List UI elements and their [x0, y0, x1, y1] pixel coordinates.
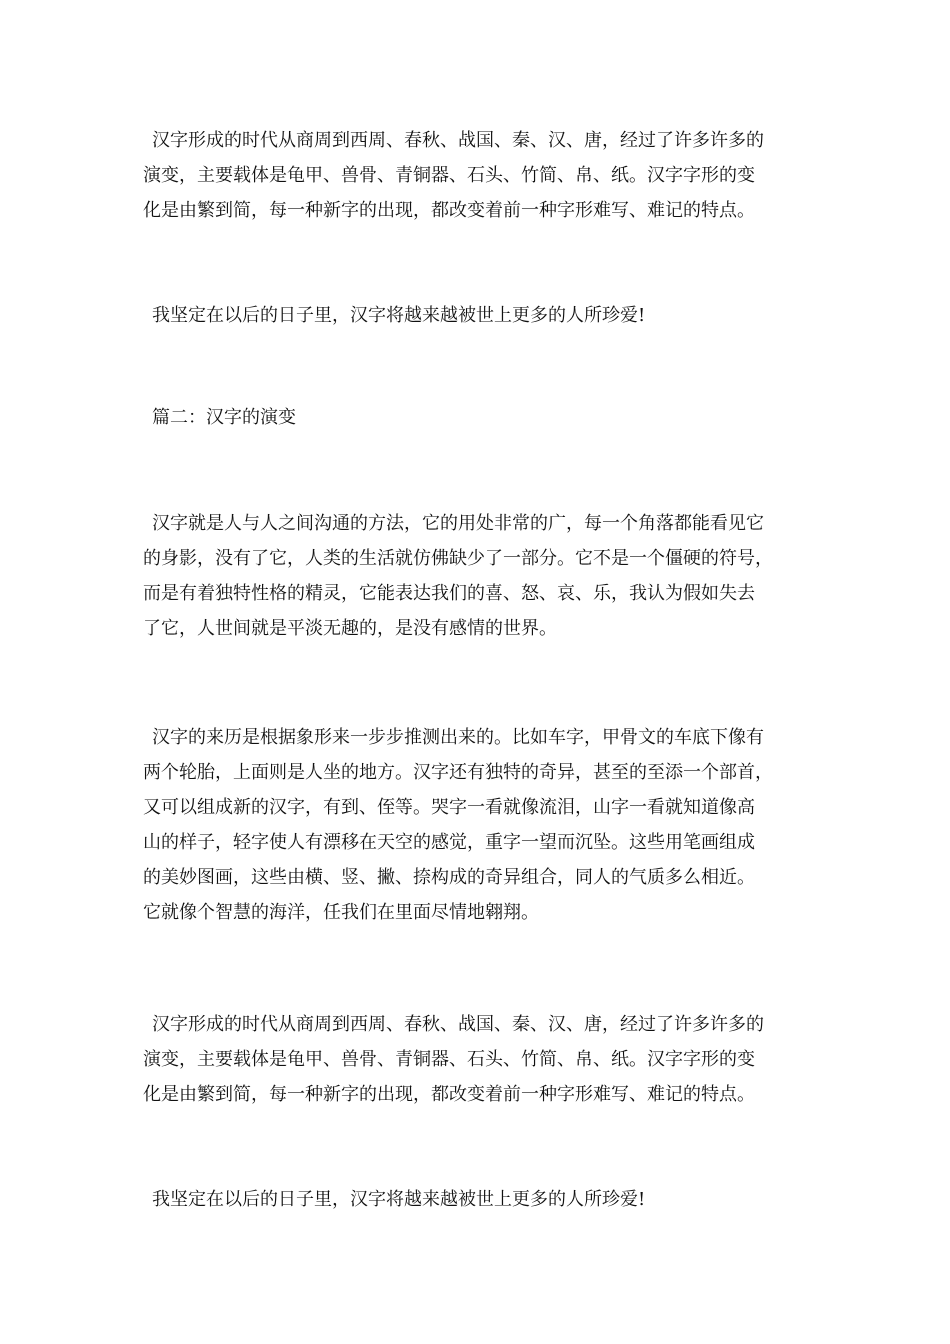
paragraph-hanzi-evolution-2: [143, 1007, 808, 1112]
text-line: 我坚定在以后的日子里，汉字将越来越被世上更多的人所珍爱!: [152, 305, 646, 326]
heading-text: 篇二：汉字的演变: [152, 407, 296, 428]
section-heading: [143, 400, 808, 435]
paragraph-hanzi-evolution-1: [143, 123, 808, 228]
text-line: 又可以组成新的汉字，有到、侄等。哭字一看就像流泪，山字一看就知道像高: [143, 797, 755, 818]
paragraph-conclusion-1: [143, 298, 808, 333]
text-line: 两个轮胎，上面则是人坐的地方。汉字还有独特的奇异，甚至的至添一个部首，: [143, 762, 773, 783]
text-line: 的美妙图画，这些由横、竖、撇、捺构成的奇异组合，同人的气质多么相近。: [143, 867, 755, 888]
text-line: 的身影，没有了它，人类的生活就仿佛缺少了一部分。它不是一个僵硬的符号，: [143, 548, 773, 569]
paragraph-conclusion-2: [143, 1182, 808, 1217]
text-line: 而是有着独特性格的精灵，它能表达我们的喜、怒、哀、乐，我认为假如失去: [143, 583, 755, 604]
paragraph-origin: [143, 720, 808, 930]
text-line: 汉字形成的时代从商周到西周、春秋、战国、秦、汉、唐，经过了许多许多的: [152, 1014, 764, 1035]
text-line: 汉字形成的时代从商周到西周、春秋、战国、秦、汉、唐，经过了许多许多的: [152, 130, 764, 151]
text-line: 了它，人世间就是平淡无趣的，是没有感情的世界。: [143, 618, 557, 639]
text-line: 演变，主要载体是龟甲、兽骨、青铜器、石头、竹简、帛、纸。汉字字形的变: [143, 165, 755, 186]
paragraph-communication: [143, 506, 808, 646]
text-line: 化是由繁到简，每一种新字的出现，都改变着前一种字形难写、难记的特点。: [143, 1084, 755, 1105]
text-line: 山的样子，轻字使人有漂移在天空的感觉，重字一望而沉坠。这些用笔画组成: [143, 832, 755, 853]
text-line: 汉字的来历是根据象形来一步步推测出来的。比如车字，甲骨文的车底下像有: [152, 727, 764, 748]
text-line: 化是由繁到简，每一种新字的出现，都改变着前一种字形难写、难记的特点。: [143, 200, 755, 221]
text-line: 它就像个智慧的海洋，任我们在里面尽情地翱翔。: [143, 902, 539, 923]
text-line: 汉字就是人与人之间沟通的方法，它的用处非常的广，每一个角落都能看见它: [152, 513, 764, 534]
text-line: 演变，主要载体是龟甲、兽骨、青铜器、石头、竹简、帛、纸。汉字字形的变: [143, 1049, 755, 1070]
text-line: 我坚定在以后的日子里，汉字将越来越被世上更多的人所珍爱!: [152, 1189, 646, 1210]
